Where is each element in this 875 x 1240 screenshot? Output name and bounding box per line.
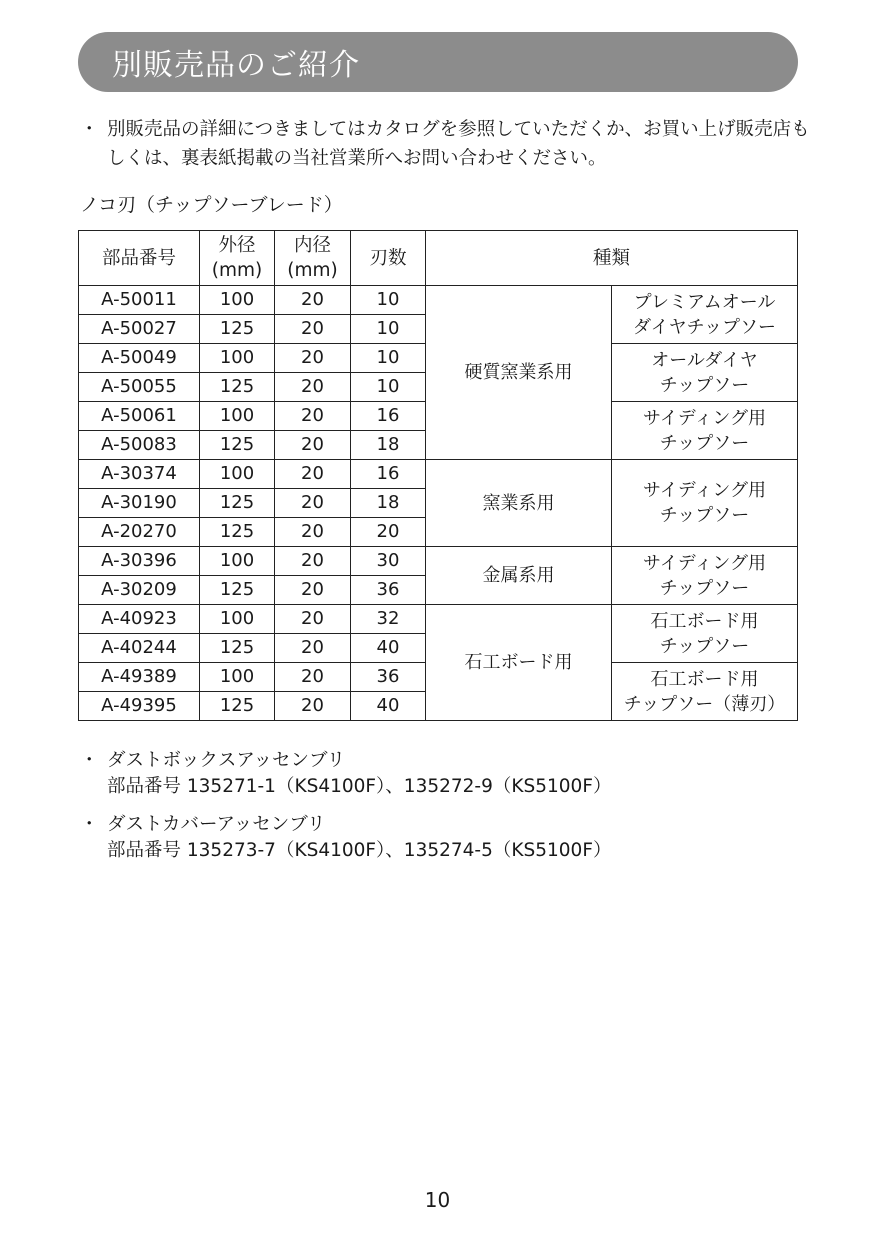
- cell-kind: サイディング用 チップソー: [612, 460, 798, 547]
- cell-teeth: 20: [351, 518, 426, 547]
- cell-outer: 125: [200, 518, 275, 547]
- section-heading: ノコ刃（チップソーブレード）: [80, 194, 343, 216]
- cell-part: A-30396: [79, 547, 200, 576]
- cell-part: A-40923: [79, 605, 200, 634]
- cell-part: A-50049: [79, 344, 200, 373]
- cell-inner: 20: [275, 547, 351, 576]
- cell-part: A-30190: [79, 489, 200, 518]
- note-detail: 部品番号 135271-1（KS4100F）、135272-9（KS5100F）: [107, 776, 612, 797]
- cell-inner: 20: [275, 518, 351, 547]
- cell-kind: 石工ボード用 チップソー: [612, 605, 798, 663]
- header-teeth: 刃数: [351, 231, 426, 286]
- cell-category: 硬質窯業系用: [426, 286, 612, 460]
- cell-teeth: 10: [351, 286, 426, 315]
- note-title: ダストカバーアッセンブリ: [107, 814, 326, 835]
- cell-part: A-40244: [79, 634, 200, 663]
- cell-teeth: 36: [351, 663, 426, 692]
- cell-inner: 20: [275, 634, 351, 663]
- cell-outer: 125: [200, 431, 275, 460]
- cell-teeth: 18: [351, 431, 426, 460]
- note-detail: 部品番号 135273-7（KS4100F）、135274-5（KS5100F）: [107, 840, 612, 861]
- cell-teeth: 16: [351, 460, 426, 489]
- cell-part: A-30209: [79, 576, 200, 605]
- page-title: 別販売品のご紹介: [112, 48, 360, 83]
- header-part-number: 部品番号: [79, 231, 200, 286]
- cell-part: A-50011: [79, 286, 200, 315]
- cell-outer: 125: [200, 576, 275, 605]
- cell-part: A-30374: [79, 460, 200, 489]
- cell-teeth: 30: [351, 547, 426, 576]
- cell-category: 金属系用: [426, 547, 612, 605]
- cell-inner: 20: [275, 344, 351, 373]
- cell-outer: 100: [200, 344, 275, 373]
- table-header-row: [79, 231, 798, 286]
- cell-outer: 125: [200, 489, 275, 518]
- list-item: [80, 812, 800, 864]
- cell-teeth: 10: [351, 315, 426, 344]
- cell-outer: 125: [200, 634, 275, 663]
- cell-inner: 20: [275, 286, 351, 315]
- cell-teeth: 36: [351, 576, 426, 605]
- cell-outer: 125: [200, 373, 275, 402]
- cell-inner: 20: [275, 373, 351, 402]
- cell-outer: 100: [200, 460, 275, 489]
- table-row: [79, 605, 798, 634]
- cell-inner: 20: [275, 692, 351, 721]
- cell-part: A-50055: [79, 373, 200, 402]
- cell-inner: 20: [275, 576, 351, 605]
- cell-part: A-50027: [79, 315, 200, 344]
- cell-teeth: 10: [351, 373, 426, 402]
- cell-inner: 20: [275, 605, 351, 634]
- cell-kind: サイディング用 チップソー: [612, 547, 798, 605]
- cell-outer: 100: [200, 663, 275, 692]
- cell-kind: プレミアムオール ダイヤチップソー: [612, 286, 798, 344]
- cell-part: A-49395: [79, 692, 200, 721]
- table-row: [79, 547, 798, 576]
- bullet-mark: ・: [80, 814, 99, 835]
- cell-inner: 20: [275, 402, 351, 431]
- cell-outer: 100: [200, 605, 275, 634]
- accessory-notes: [80, 748, 800, 876]
- cell-teeth: 32: [351, 605, 426, 634]
- cell-part: A-50083: [79, 431, 200, 460]
- cell-kind: オールダイヤ チップソー: [612, 344, 798, 402]
- parts-table: [78, 230, 798, 721]
- cell-inner: 20: [275, 315, 351, 344]
- header-inner-diameter: 内径 (mm): [275, 231, 351, 286]
- list-item: [80, 748, 800, 800]
- cell-teeth: 10: [351, 344, 426, 373]
- cell-teeth: 40: [351, 692, 426, 721]
- cell-teeth: 18: [351, 489, 426, 518]
- cell-teeth: 40: [351, 634, 426, 663]
- title-banner: [78, 32, 798, 92]
- cell-category: 窯業系用: [426, 460, 612, 547]
- cell-inner: 20: [275, 431, 351, 460]
- cell-teeth: 16: [351, 402, 426, 431]
- note-title: ダストボックスアッセンブリ: [107, 750, 346, 771]
- cell-inner: 20: [275, 460, 351, 489]
- page-number: 10: [424, 1188, 451, 1212]
- bullet-mark: ・: [80, 750, 99, 771]
- table-row: [79, 286, 798, 315]
- cell-inner: 20: [275, 663, 351, 692]
- cell-kind: 石工ボード用 チップソー（薄刃）: [612, 663, 798, 721]
- cell-part: A-49389: [79, 663, 200, 692]
- cell-outer: 100: [200, 547, 275, 576]
- table-row: [79, 460, 798, 489]
- cell-outer: 125: [200, 315, 275, 344]
- header-outer-diameter: 外径 (mm): [200, 231, 275, 286]
- cell-part: A-50061: [79, 402, 200, 431]
- bullet-mark: ・: [80, 119, 99, 140]
- cell-category: 石工ボード用: [426, 605, 612, 721]
- cell-outer: 125: [200, 692, 275, 721]
- cell-outer: 100: [200, 402, 275, 431]
- cell-inner: 20: [275, 489, 351, 518]
- intro-text: 別販売品の詳細につきましてはカタログを参照していただくか、お買い上げ販売店もしくは、裏表紙掲載の当社営業所へお問い合わせください。: [107, 119, 810, 169]
- header-kind: 種類: [426, 231, 798, 286]
- cell-kind: サイディング用 チップソー: [612, 402, 798, 460]
- intro-paragraph: [80, 115, 810, 173]
- cell-part: A-20270: [79, 518, 200, 547]
- cell-outer: 100: [200, 286, 275, 315]
